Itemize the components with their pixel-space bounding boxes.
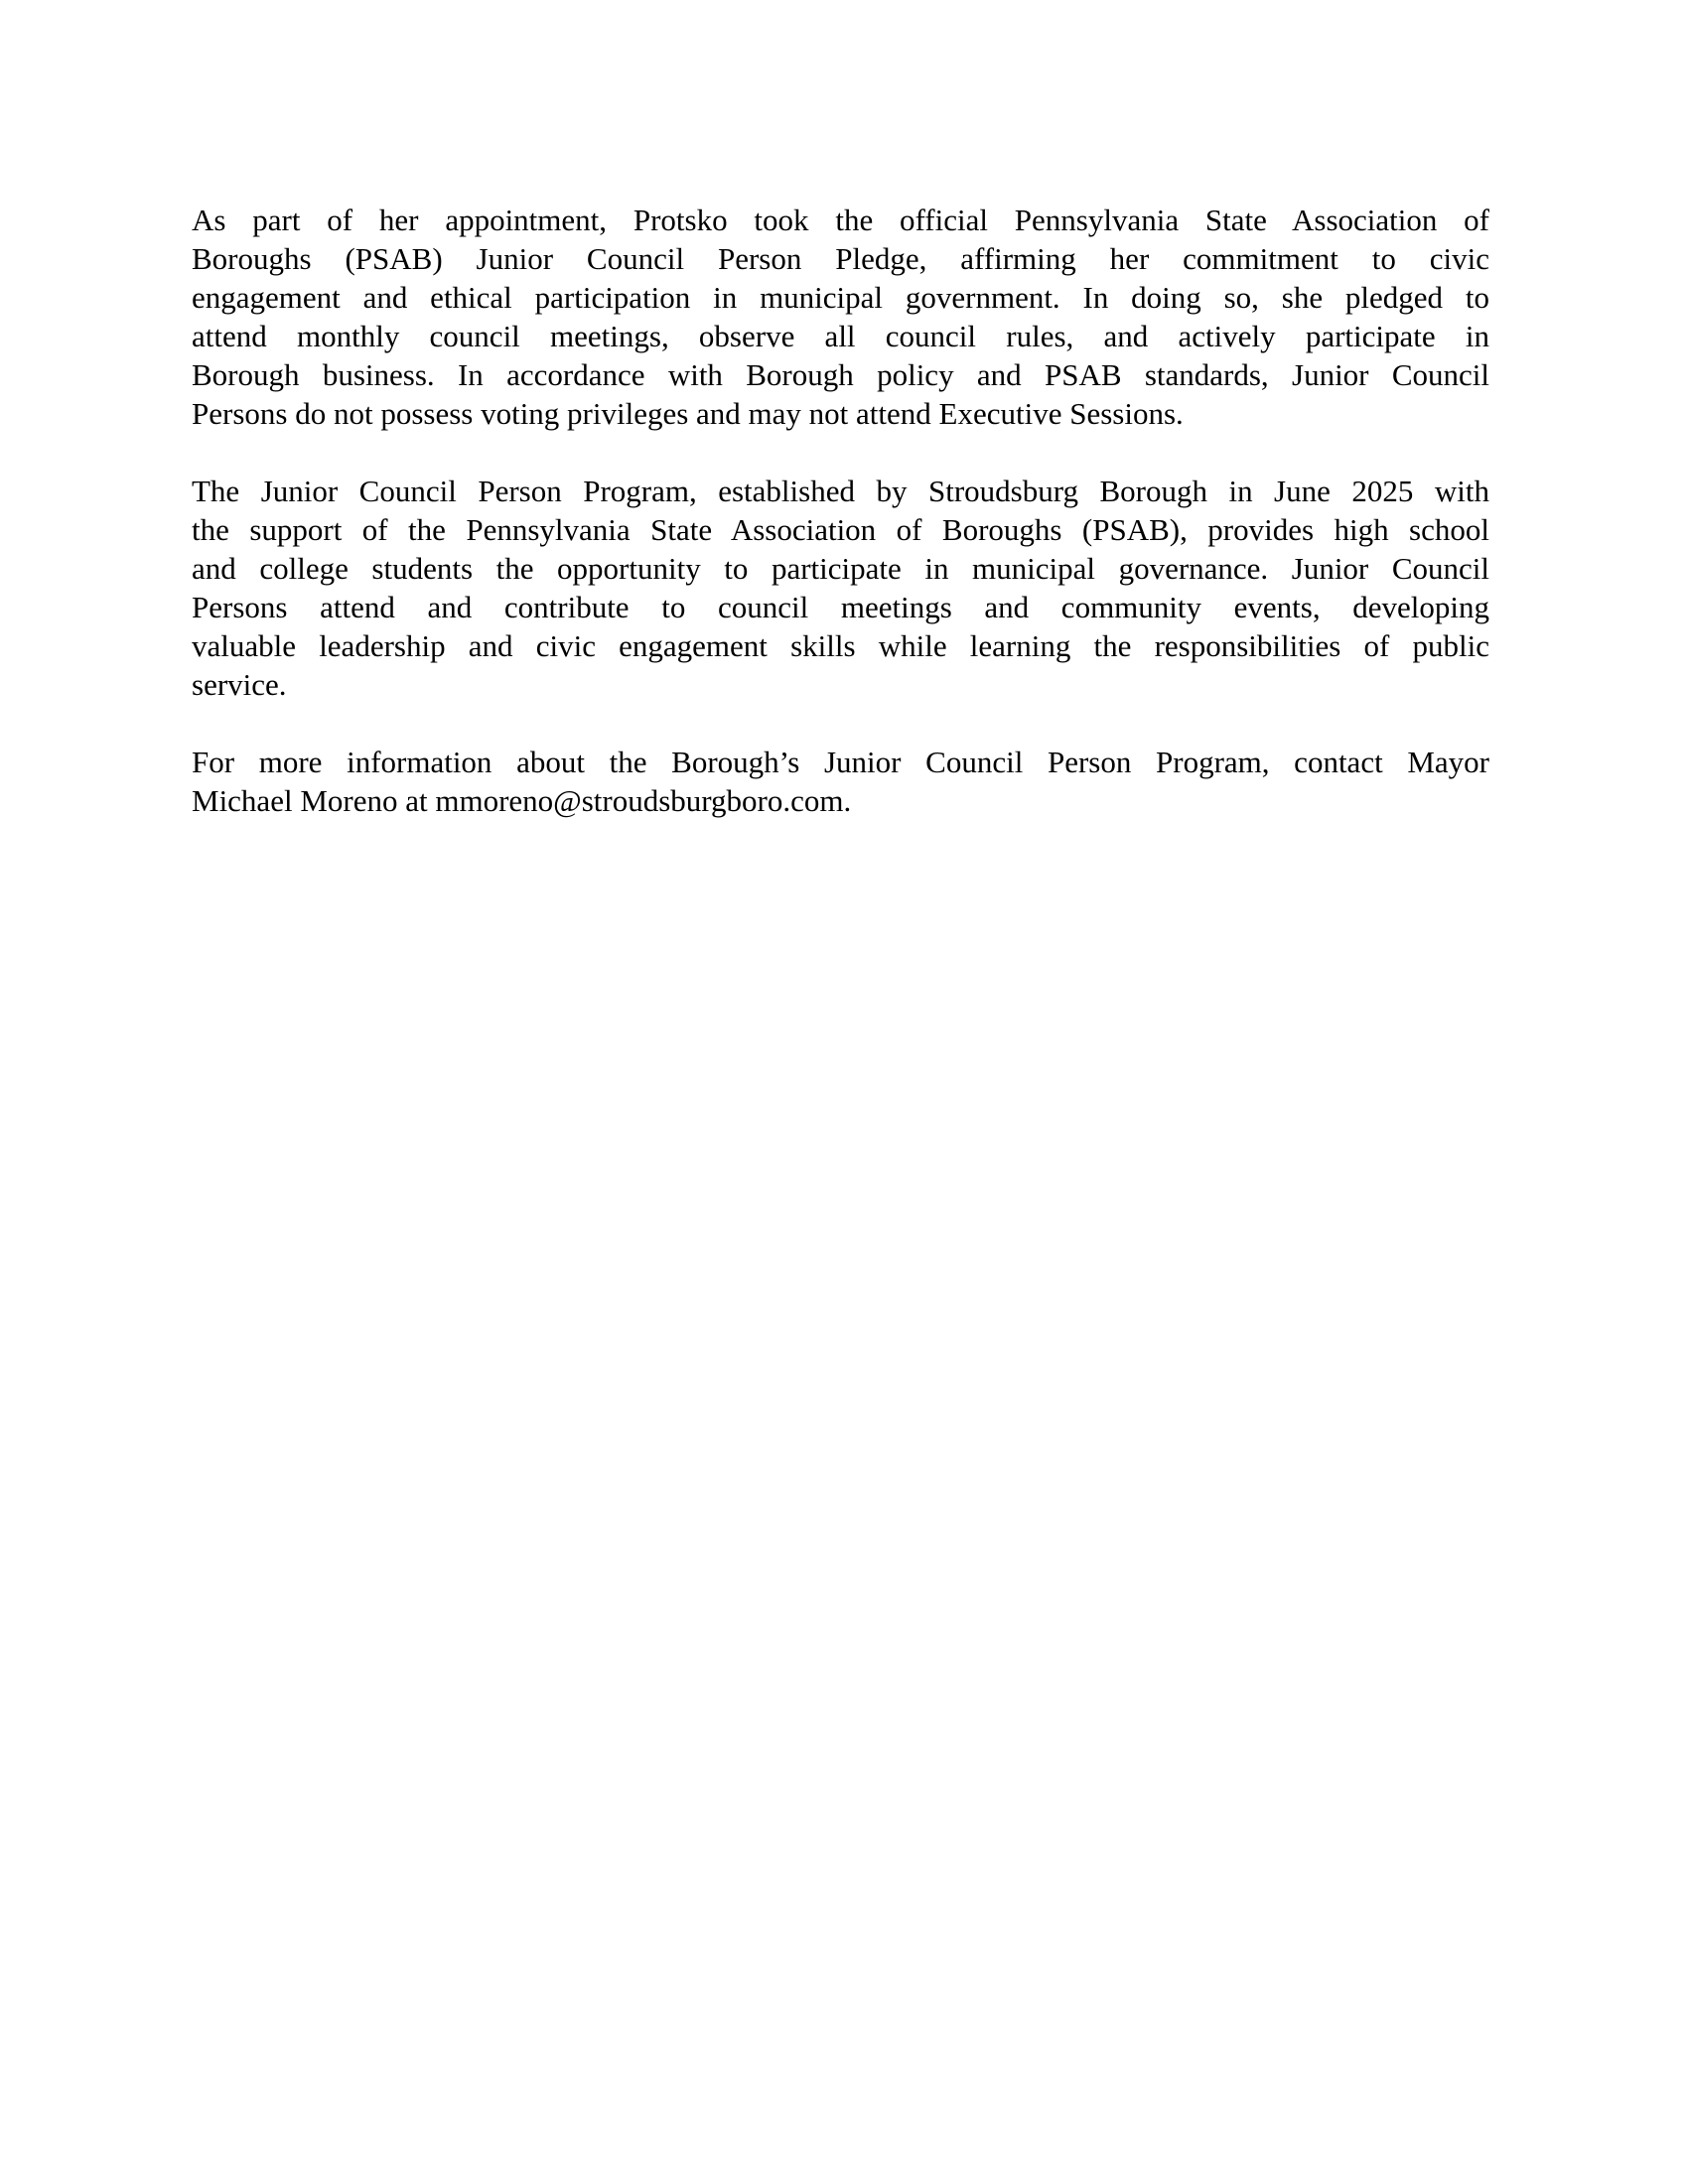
text-line: Boroughs (PSAB) Junior Council Person Pledge, affirming her commitment to civic: [192, 241, 1489, 276]
text-line: valuable leadership and civic engagement skills while learning the responsibilities of public: [192, 628, 1489, 663]
text-line: Persons do not possess voting privileges and may not attend Executive Sessions.: [192, 396, 1184, 431]
sentence-period: .: [843, 783, 852, 818]
text-line: attend monthly council meetings, observe all council rules, and actively participate in: [192, 319, 1489, 353]
text-line: engagement and ethical participation in municipal government. In doing so, she pledged to: [192, 280, 1489, 315]
text-line: For more information about the Borough’s Junior Council Person Program, contact Mayor: [192, 745, 1489, 779]
text-line: service.: [192, 667, 287, 702]
contact-name-text: Michael Moreno at: [192, 783, 436, 818]
email-address: mmoreno@stroudsburgboro.com: [435, 783, 844, 818]
paragraph-contact: [192, 743, 1489, 820]
text-line: Borough business. In accordance with Borough policy and PSAB standards, Junior Council: [192, 357, 1489, 392]
paragraph-program: [192, 472, 1489, 704]
text-line: Persons attend and contribute to council meetings and community events, developing: [192, 590, 1489, 624]
text-line: As part of her appointment, Protsko took the official Pennsylvania State Association of: [192, 203, 1489, 237]
text-line: and college students the opportunity to participate in municipal governance. Junior Council: [192, 551, 1489, 586]
text-line: The Junior Council Person Program, established by Stroudsburg Borough in June 2025 with: [192, 474, 1489, 508]
text-line: the support of the Pennsylvania State Association of Boroughs (PSAB), provides high school: [192, 512, 1489, 547]
paragraph-pledge: [192, 201, 1489, 433]
text-line: [192, 781, 1489, 820]
